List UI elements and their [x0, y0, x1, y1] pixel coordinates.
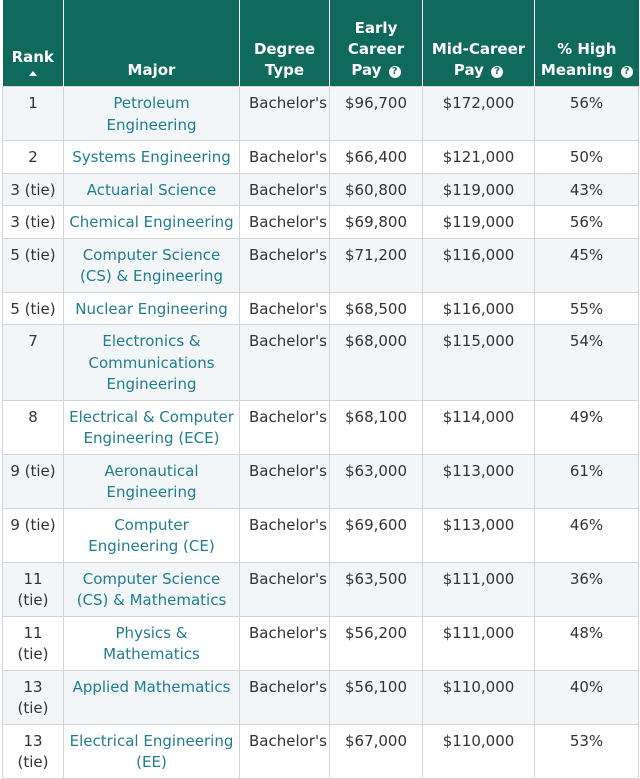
- info-icon[interactable]: ?: [389, 66, 401, 78]
- major-link[interactable]: Electrical & Computer Engineering (ECE): [69, 407, 234, 447]
- degree-type-cell: Bachelor's: [240, 616, 330, 670]
- degree-type-cell: Bachelor's: [240, 325, 330, 401]
- high-meaning-cell: 48%: [535, 616, 639, 670]
- degree-type-cell: Bachelor's: [240, 454, 330, 508]
- major-cell: [64, 670, 240, 724]
- early-career-pay-cell: $68,000: [330, 325, 423, 401]
- major-cell: [64, 238, 240, 292]
- degree-type-cell: Bachelor's: [240, 724, 330, 778]
- column-header-degree-type[interactable]: [240, 0, 330, 87]
- rank-cell: 5 (tie): [3, 292, 64, 325]
- column-header-mid-career-pay[interactable]: [423, 0, 535, 87]
- major-cell: [64, 400, 240, 454]
- major-cell: [64, 508, 240, 562]
- table-row: [3, 206, 639, 239]
- column-header-meaning-line1: % High: [557, 40, 617, 58]
- major-link[interactable]: Aeronautical Engineering: [104, 461, 199, 501]
- column-header-mid-line1: Mid-Career: [431, 40, 526, 58]
- column-header-early-line2: Career: [347, 40, 405, 58]
- column-header-early-career-pay[interactable]: [330, 0, 423, 87]
- high-meaning-cell: 53%: [535, 724, 639, 778]
- table-row: [3, 87, 639, 141]
- rank-cell: 11 (tie): [3, 616, 64, 670]
- rank-cell: 2: [3, 141, 64, 174]
- rank-cell: 9 (tie): [3, 508, 64, 562]
- high-meaning-cell: 61%: [535, 454, 639, 508]
- info-icon[interactable]: ?: [621, 66, 633, 78]
- early-career-pay-cell: $68,100: [330, 400, 423, 454]
- mid-career-pay-cell: $110,000: [423, 670, 535, 724]
- rank-cell: 3 (tie): [3, 206, 64, 239]
- column-header-major[interactable]: [64, 0, 240, 87]
- table-row: [3, 141, 639, 174]
- table-row: [3, 562, 639, 616]
- column-header-degree-line1: Degree: [253, 40, 316, 58]
- table-row: [3, 325, 639, 401]
- early-career-pay-cell: $67,000: [330, 724, 423, 778]
- early-career-pay-cell: $68,500: [330, 292, 423, 325]
- high-meaning-cell: 40%: [535, 670, 639, 724]
- mid-career-pay-cell: $172,000: [423, 87, 535, 141]
- mid-career-pay-cell: $113,000: [423, 454, 535, 508]
- table-row: [3, 292, 639, 325]
- rank-cell: 11 (tie): [3, 562, 64, 616]
- mid-career-pay-cell: $111,000: [423, 616, 535, 670]
- column-header-high-meaning[interactable]: [535, 0, 639, 87]
- major-link[interactable]: Computer Science (CS) & Engineering: [80, 245, 223, 285]
- mid-career-pay-cell: $116,000: [423, 238, 535, 292]
- mid-career-pay-cell: $119,000: [423, 173, 535, 206]
- table-row: [3, 616, 639, 670]
- early-career-pay-cell: $56,200: [330, 616, 423, 670]
- major-link[interactable]: Computer Engineering (CE): [88, 515, 215, 555]
- major-link[interactable]: Computer Science (CS) & Mathematics: [76, 569, 227, 609]
- table-body: [3, 87, 639, 779]
- mid-career-pay-cell: $114,000: [423, 400, 535, 454]
- major-link[interactable]: Electrical Engineering (EE): [69, 731, 234, 771]
- early-career-pay-cell: $69,600: [330, 508, 423, 562]
- major-link[interactable]: Petroleum Engineering: [106, 94, 197, 134]
- early-career-pay-cell: $63,000: [330, 454, 423, 508]
- column-header-early-line1: Early: [354, 19, 398, 37]
- high-meaning-cell: 45%: [535, 238, 639, 292]
- column-header-rank[interactable]: [3, 0, 64, 87]
- mid-career-pay-cell: $111,000: [423, 562, 535, 616]
- high-meaning-cell: 54%: [535, 325, 639, 401]
- rank-cell: 9 (tie): [3, 454, 64, 508]
- rank-cell: 7: [3, 325, 64, 401]
- table-row: [3, 238, 639, 292]
- early-career-pay-cell: $56,100: [330, 670, 423, 724]
- major-link[interactable]: Applied Mathematics: [72, 677, 231, 696]
- mid-career-pay-cell: $119,000: [423, 206, 535, 239]
- high-meaning-cell: 56%: [535, 87, 639, 141]
- degree-type-cell: Bachelor's: [240, 206, 330, 239]
- column-header-meaning-line2: Meaning: [540, 61, 614, 79]
- major-cell: [64, 292, 240, 325]
- high-meaning-cell: 43%: [535, 173, 639, 206]
- major-cell: [64, 562, 240, 616]
- column-header-mid-line2: Pay: [453, 61, 484, 79]
- mid-career-pay-cell: $115,000: [423, 325, 535, 401]
- column-header-major-label: Major: [127, 61, 176, 79]
- degree-type-cell: Bachelor's: [240, 173, 330, 206]
- major-link[interactable]: Actuarial Science: [86, 180, 217, 199]
- major-cell: [64, 325, 240, 401]
- major-cell: [64, 173, 240, 206]
- column-header-rank-label: Rank: [11, 48, 54, 66]
- info-icon[interactable]: ?: [491, 66, 503, 78]
- column-header-early-line3: Pay: [351, 61, 382, 79]
- high-meaning-cell: 36%: [535, 562, 639, 616]
- major-link[interactable]: Physics & Mathematics: [103, 623, 200, 663]
- mid-career-pay-cell: $121,000: [423, 141, 535, 174]
- table-row: [3, 400, 639, 454]
- major-link[interactable]: Systems Engineering: [72, 148, 231, 166]
- rank-cell: 3 (tie): [3, 173, 64, 206]
- degree-type-cell: Bachelor's: [240, 238, 330, 292]
- mid-career-pay-cell: $116,000: [423, 292, 535, 325]
- early-career-pay-cell: $69,800: [330, 206, 423, 239]
- table-header-row: [3, 0, 639, 87]
- degree-type-cell: Bachelor's: [240, 508, 330, 562]
- table-row: [3, 508, 639, 562]
- degree-type-cell: Bachelor's: [240, 141, 330, 174]
- early-career-pay-cell: $96,700: [330, 87, 423, 141]
- mid-career-pay-cell: $110,000: [423, 724, 535, 778]
- high-meaning-cell: 55%: [535, 292, 639, 325]
- major-link[interactable]: Chemical Engineering: [69, 213, 234, 231]
- major-cell: [64, 616, 240, 670]
- early-career-pay-cell: $60,800: [330, 173, 423, 206]
- high-meaning-cell: 49%: [535, 400, 639, 454]
- major-cell: [64, 87, 240, 141]
- rank-cell: 13 (tie): [3, 724, 64, 778]
- degree-type-cell: Bachelor's: [240, 562, 330, 616]
- major-cell: [64, 206, 240, 239]
- degree-type-cell: Bachelor's: [240, 87, 330, 141]
- major-cell: [64, 141, 240, 174]
- column-header-degree-line2: Type: [264, 61, 305, 79]
- table-row: [3, 670, 639, 724]
- salary-table: [2, 0, 639, 779]
- rank-cell: 8: [3, 400, 64, 454]
- major-link[interactable]: Electronics & Communications Engineering: [88, 332, 215, 393]
- table-row: [3, 454, 639, 508]
- rank-cell: 13 (tie): [3, 670, 64, 724]
- table-row: [3, 724, 639, 778]
- rank-cell: 1: [3, 87, 64, 141]
- sort-ascending-icon[interactable]: [29, 71, 37, 76]
- major-link[interactable]: Nuclear Engineering: [75, 299, 228, 318]
- early-career-pay-cell: $63,500: [330, 562, 423, 616]
- rank-cell: 5 (tie): [3, 238, 64, 292]
- degree-type-cell: Bachelor's: [240, 400, 330, 454]
- major-cell: [64, 454, 240, 508]
- high-meaning-cell: 46%: [535, 508, 639, 562]
- major-cell: [64, 724, 240, 778]
- mid-career-pay-cell: $113,000: [423, 508, 535, 562]
- high-meaning-cell: 56%: [535, 206, 639, 239]
- early-career-pay-cell: $66,400: [330, 141, 423, 174]
- degree-type-cell: Bachelor's: [240, 670, 330, 724]
- degree-type-cell: Bachelor's: [240, 292, 330, 325]
- table-row: [3, 173, 639, 206]
- early-career-pay-cell: $71,200: [330, 238, 423, 292]
- high-meaning-cell: 50%: [535, 141, 639, 174]
